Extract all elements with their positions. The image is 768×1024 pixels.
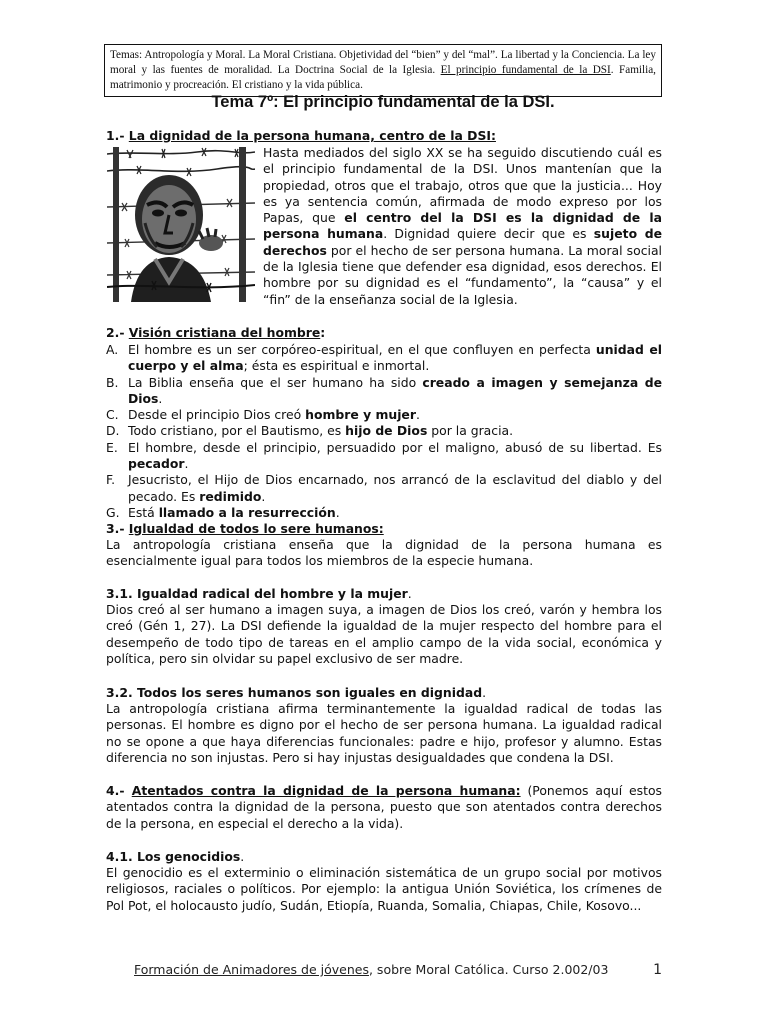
item-text: El hombre es un ser corpóreo-espiritual, en el que confluyen en perfecta — [128, 342, 596, 357]
item-text: . — [261, 488, 266, 504]
list-item-text — [128, 440, 662, 473]
section-title: La dignidad de la persona humana, centro de la DSI: — [128, 128, 496, 143]
section-3-heading — [106, 521, 662, 537]
item-emphasis: pecador — [128, 456, 185, 472]
heading-colon: : — [320, 325, 326, 340]
item-text: . — [158, 390, 163, 406]
footer-link[interactable]: Formación de Animadores de jóvenes — [134, 962, 369, 977]
heading-dot: . — [482, 685, 487, 700]
list-item-text — [128, 472, 662, 505]
section-1-heading — [106, 128, 662, 144]
topics-text-end: . Familia, matrimonio y procreación. El cristiano y la vida pública. — [110, 64, 656, 91]
list-letter: B. — [106, 374, 119, 390]
list-item-text — [128, 375, 662, 408]
section-title: Visión cristiana del hombre — [128, 325, 321, 340]
heading-dot: . — [407, 586, 412, 601]
list-item — [106, 423, 662, 439]
list-item — [106, 440, 662, 473]
item-text: Jesucristo, el Hijo de Dios encarnado, nos arrancó de la esclavitud del diablo y del pecado. Es — [128, 472, 662, 504]
list-letter: C. — [106, 407, 119, 423]
item-text: . — [415, 407, 420, 423]
list-item-text — [128, 342, 662, 375]
section-title: Atentados contra la dignidad de la persona humana: — [131, 783, 521, 798]
item-emphasis: unidad el cuerpo y el alma — [128, 342, 662, 374]
list-letter: E. — [106, 439, 118, 455]
item-text: ; ésta es espiritual e inmortal. — [243, 358, 430, 374]
item-text: . — [335, 504, 340, 520]
list-item — [106, 375, 662, 408]
section-3-1-heading — [106, 586, 662, 602]
section-title: 4.1. Los genocidios — [106, 849, 241, 864]
list-item-text — [128, 407, 662, 423]
section-number: 1.- — [106, 128, 129, 143]
item-emphasis: llamado a la resurrección — [158, 504, 336, 520]
section-3-2-paragraph: La antropología cristiana afirma terminantemente la igualdad radical de todas las personas. El hombre es digno por el hecho de ser persona humana. La igualdad radical no se opone a que haya diferencias funcionales: padre e hijo, profesor y alumno. Estas diferencia no son injustas. Pero si hay injustas desigualdades que condena la DSI. — [106, 701, 662, 765]
list-letter: G. — [106, 504, 120, 520]
item-text: por la gracia. — [427, 423, 514, 439]
item-text: Desde el principio Dios creó — [128, 407, 306, 423]
section-2-heading — [106, 325, 662, 341]
topics-box — [104, 44, 662, 97]
emphasis-text: el centro del la DSI es la dignidad de la persona humana — [263, 210, 662, 242]
paragraph-text: Hasta mediados del siglo XX se ha seguido discutiendo cuál es el principio fundamental de la DSI. Unos mantenían que la propiedad, otros que el trabajo, otros que que la justicia... Hoy es ya sentencia común, afirmada de modo expreso por los Papas, que — [263, 145, 662, 226]
section-3-2-heading — [106, 685, 662, 701]
list-item — [106, 472, 662, 505]
section-number: 2.- — [106, 325, 129, 340]
list-item-text — [128, 423, 662, 439]
paragraph-text: (Ponemos aquí estos atentados contra la dignidad de la persona, puesto que son atentados contra derechos de la persona, en especial el derecho a la vida). — [106, 783, 662, 831]
section-4-paragraph — [106, 783, 662, 832]
item-text: Todo cristiano, por el Bautismo, es — [128, 423, 346, 439]
item-emphasis: redimido — [199, 488, 262, 504]
topics-current-topic: El principio fundamental de la DSI — [440, 64, 611, 76]
heading-dot: . — [240, 849, 245, 864]
section-4-1-paragraph: El genocidio es el exterminio o eliminación sistemática de un grupo social por motivos religiosos, raciales o políticos. Por ejemplo: la antigua Unión Soviética, los crímenes de Pol Pot, el holocausto judío, Sudán, Etiopía, Ruanda, Somalia, Chiapas, Chile, Kosovo... — [106, 865, 662, 913]
section-title: 3.2. Todos los seres humanos son iguales en dignidad — [106, 685, 483, 700]
section-3-paragraph: La antropología cristiana enseña que la dignidad de la persona humana es esencialmente igual para todos los miembros de la especie humana. — [106, 537, 662, 569]
list-letter: D. — [106, 423, 120, 439]
item-emphasis: creado a imagen y semejanza de Dios — [128, 374, 663, 406]
item-text: . — [184, 456, 189, 472]
section-number: 4.- — [106, 783, 132, 798]
page-title: Tema 7º: El principio fundamental de la DSI. — [211, 93, 555, 111]
list-letter: F. — [106, 472, 116, 488]
paragraph-text: . Dignidad quiere decir que es — [383, 226, 594, 242]
item-text: La Biblia enseña que el ser humano ha sido — [128, 374, 423, 390]
list-item-text — [128, 505, 662, 521]
list-item — [106, 505, 662, 521]
page-number: 1 — [653, 962, 662, 978]
topics-text: Temas: Antropología y Moral. La Moral Cristiana. Objetividad del “bien” y del “mal”. La libertad y la Conciencia. La ley moral y las fuentes de moralidad. La Doctrina Social de la Iglesia. — [110, 49, 656, 76]
item-text: Está — [128, 504, 159, 520]
item-text: El hombre, desde el principio, persuadido por el maligno, abusó de su libertad. Es — [128, 439, 662, 455]
item-emphasis: hombre y mujer — [305, 407, 416, 423]
barbed-wire-prisoner-image — [107, 147, 255, 302]
section-3-1-paragraph: Dios creó al ser humano a imagen suya, a imagen de Dios los creó, varón y hembra los creó (Gén 1, 27). La DSI defiende la igualdad de la mujer respecto del hombre para el desempeño de todo tipo de tareas en el amplio campo de la vida social, económica y política, pero sin olvidar su papel exclusivo de ser madre. — [106, 602, 662, 666]
item-emphasis: hijo de Dios — [345, 423, 428, 439]
christian-vision-list — [106, 342, 662, 521]
emphasis-text: sujeto de derechos — [263, 226, 663, 258]
list-letter: A. — [106, 342, 119, 357]
footer-text: , sobre Moral Católica. Curso 2.002/03 — [368, 962, 609, 977]
section-number: 3.- — [106, 521, 129, 536]
section-title: 3.1. Igualdad radical del hombre y la mujer — [106, 586, 408, 601]
paragraph-text: por el hecho de ser persona humana. La moral social de la Iglesia tiene que defender esa dignidad, esos derechos. El hombre por su dignidad es el “fundamento”, la “causa” y el “fin” de la enseñanza social de la Iglesia. — [263, 242, 662, 307]
list-item — [106, 342, 662, 375]
section-title: Iglualdad de todos lo sere humanos: — [128, 521, 384, 536]
list-item — [106, 407, 662, 423]
section-4-1-heading — [106, 849, 662, 865]
page-footer — [134, 962, 662, 977]
section-1-paragraph — [263, 145, 662, 308]
